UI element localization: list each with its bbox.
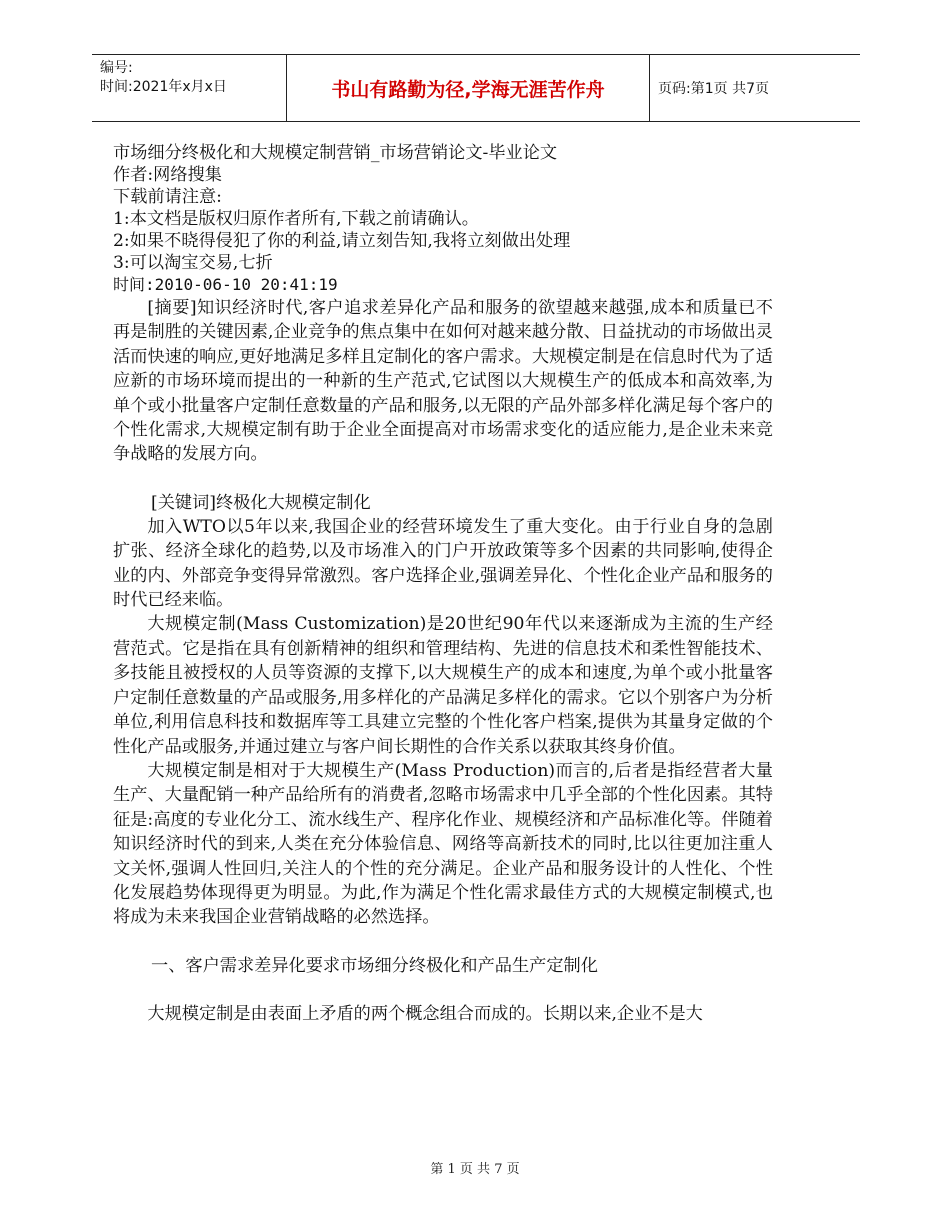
body-paragraph: 大规模定制是由表面上矛盾的两个概念组合而成的。长期以来,企业不是大 [147,1003,703,1024]
abstract-paragraph: [摘要]知识经济时代,客户追求差异化产品和服务的欲望越来越强,成本和质量已不再是制胜的关键因素,企业竞争的焦点集中在如何对越来越分散、日益扰动的市场做出灵活而快速的响应,更好地满足多样且定制化的客户需求。大规模定制是在信息时代为了适应新的市场环境而提出的一种新的生产范式,它试图以大规模生产的低成本和高效率,为单个或小批量客户定制任意数量的产品和服务,以无限的产品外部多样化满足每个客户的个性化需求,大规模定制有助于企业全面提高对市场需求变化的适应能力,是企业未来竞争战略的发展方向。 [113,298,773,465]
document-body [113,142,773,1026]
document-title: 市场细分终极化和大规模定制营销_市场营销论文-毕业论文 [113,143,558,163]
page-footer: 第 1 页 共 7 页 [430,1162,520,1177]
notice-item: 2:如果不晓得侵犯了你的利益,请立刻告知,我将立刻做出处理 [113,231,571,251]
publish-time: 时间:2010-06-10 20:41:19 [113,275,338,294]
header-motto: 书山有路勤为径,学海无涯苦作舟 [286,55,650,121]
header-info-cell [92,55,286,121]
body-paragraph: 加入WTO以5年以来,我国企业的经营环境发生了重大变化。由于行业自身的急剧扩张、经济全球化的趋势,以及市场准入的门户开放政策等多个因素的共同影响,使得企业的内、外部竞争变得异常激烈。客户选择企业,强调差异化、个性化企业产品和服务的时代已经来临。 [113,516,773,611]
notice-title: 下载前请注意: [113,187,222,207]
body-paragraph: 大规模定制(Mass Customization)是20世纪90年代以来逐渐成为主流的生产经营范式。它是指在具有创新精神的组织和管理结构、先进的信息技术和柔性智能技术、多技能且被授权的人员等资源的支撑下,以大规模生产的成本和速度,为单个或小批量客户定制任意数量的产品或服务,用多样化的产品满足多样化的需求。它以个别客户为分析单位,利用信息科技和数据库等工具建立完整的个性化客户档案,提供为其量身定做的个性化产品或服务,并通过建立与客户间长期性的合作关系以获取其终身价值。 [113,614,773,757]
notice-item: 3:可以淘宝交易,七折 [113,253,273,273]
notice-item: 1:本文档是版权归原作者所有,下载之前请确认。 [113,209,479,229]
body-paragraph: 大规模定制是相对于大规模生产(Mass Production)而言的,后者是指经营者大量生产、大量配销一种产品给所有的消费者,忽略市场需求中几乎全部的个性化因素。其特征是:高度的专业化分工、流水线生产、程序化作业、规模经济和产品标准化等。伴随着知识经济时代的到来,人类在充分体验信息、网络等高新技术的同时,比以往更加注重人文关怀,强调人性回归,关注人的个性的充分满足。企业产品和服务设计的人性化、个性化发展趋势体现得更为明显。为此,作为满足个性化需求最佳方式的大规模定制模式,也将成为未来我国企业营销战略的必然选择。 [113,760,773,928]
header-page-number: 页码:第1页 共7页 [658,81,769,97]
section-heading: 一、客户需求差异化要求市场细分终极化和产品生产定制化 [151,955,598,976]
document-time-label: 时间:2021年x月x日 [100,79,227,95]
page-header [92,54,860,122]
document-number-label: 编号: [100,60,133,76]
keywords-line: [关键词]终极化大规模定制化 [151,492,371,513]
document-author: 作者:网络搜集 [113,165,222,185]
